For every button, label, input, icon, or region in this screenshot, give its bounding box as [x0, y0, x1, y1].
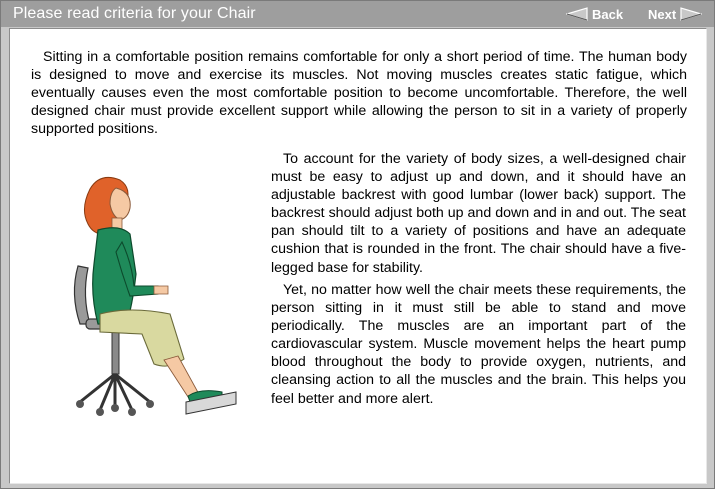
title-bar [1, 1, 714, 27]
seated-woman-illustration [50, 174, 240, 424]
next-button[interactable] [648, 4, 702, 24]
back-label: Back [592, 6, 624, 22]
movement-paragraph: Yet, no matter how well the chair meets these requirements, the person sitting in it must still be able to stand and move periodically. The muscles are an important part of the cardiovascular system. Muscle movement helps the heart pump blood throughout the body to provide oxygen, nutrients, and cleansing action to all the muscles and the brain. This helps you feel better and more alert. [271, 282, 686, 407]
left-triangle-icon [566, 7, 588, 21]
content-panel [9, 28, 707, 484]
back-button[interactable] [566, 4, 623, 24]
intro-paragraph: Sitting in a comfortable position remains comfortable for only a short period of time. The human body is designed to move and exercise its muscles. Not moving muscles creates static fatigue, which eventually causes even the most comfortable position to become uncomfortable. Therefore, the well designed chair must provide excellent support while allowing the person to sit in a variety of properly supported positions. [31, 49, 687, 138]
adjustment-paragraph: To account for the variety of body sizes, a well-designed chair must be easy to adjust up and down, and it should have an adjustable backrest with good lumbar (lower back) support. The backrest should adjust both up and down and in and out. The seat pan should tilt to a variety of positions and have an adequate cushion that is rounded in the front. The chair should have a five-legged base for stability. [271, 151, 686, 276]
next-label: Next [648, 6, 677, 22]
window-title: Please read criteria for your Chair [13, 5, 256, 22]
right-triangle-icon [680, 7, 702, 21]
